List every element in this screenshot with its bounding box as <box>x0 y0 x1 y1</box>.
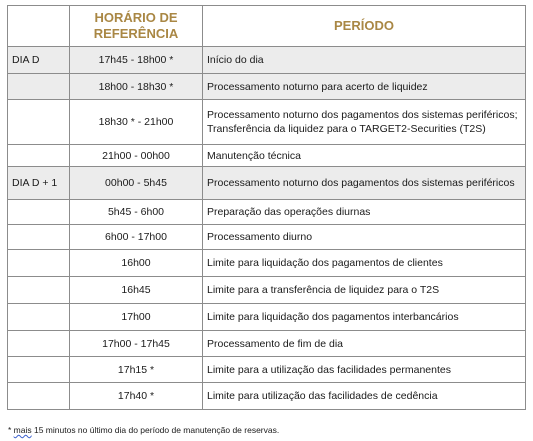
time-cell: 17h15 * <box>70 357 203 383</box>
table-row <box>8 225 526 250</box>
period-cell: Limite para a transferência de liquidez para o T2S <box>203 277 526 304</box>
time-cell: 00h00 - 5h45 <box>70 167 203 200</box>
period-cell: Manutenção técnica <box>203 145 526 167</box>
header-period: PERÍODO <box>203 6 526 47</box>
header-reference-time: HORÁRIO DE REFERÊNCIA <box>70 6 203 47</box>
header-row <box>8 6 526 47</box>
table-row <box>8 357 526 383</box>
day-cell <box>8 277 70 304</box>
period-cell: Processamento diurno <box>203 225 526 250</box>
day-cell: DIA D <box>8 47 70 74</box>
day-cell <box>8 225 70 250</box>
table-row <box>8 250 526 277</box>
period-cell: Limite para liquidação dos pagamentos interbancários <box>203 304 526 331</box>
period-cell: Processamento noturno para acerto de liquidez <box>203 74 526 100</box>
day-cell <box>8 250 70 277</box>
time-cell: 16h00 <box>70 250 203 277</box>
time-cell: 5h45 - 6h00 <box>70 200 203 225</box>
schedule-body <box>8 47 526 410</box>
table-row <box>8 145 526 167</box>
time-cell: 18h30 * - 21h00 <box>70 100 203 145</box>
time-cell: 21h00 - 00h00 <box>70 145 203 167</box>
footnote-text: 15 minutos no último dia do período de manutenção de reservas. <box>31 425 280 435</box>
day-cell <box>8 383 70 410</box>
period-cell: Limite para liquidação dos pagamentos de clientes <box>203 250 526 277</box>
time-cell: 17h40 * <box>70 383 203 410</box>
table-row <box>8 304 526 331</box>
table-row <box>8 200 526 225</box>
time-cell: 17h45 - 18h00 * <box>70 47 203 74</box>
day-cell <box>8 145 70 167</box>
table-row <box>8 383 526 410</box>
day-cell <box>8 74 70 100</box>
period-cell: Processamento noturno dos pagamentos dos sistemas periféricos; Transferência da liquidez para o TARGET2-Securities (T2S) <box>203 100 526 145</box>
time-cell: 17h00 - 17h45 <box>70 331 203 357</box>
period-cell: Limite para a utilização das facilidades permanentes <box>203 357 526 383</box>
table-row <box>8 74 526 100</box>
footnote <box>8 425 279 435</box>
table-row <box>8 47 526 74</box>
table-row <box>8 167 526 200</box>
footnote-prefix: * <box>8 425 14 435</box>
day-cell: DIA D + 1 <box>8 167 70 200</box>
footnote-underlined-word: mais <box>13 425 32 435</box>
day-cell <box>8 200 70 225</box>
period-cell: Preparação das operações diurnas <box>203 200 526 225</box>
period-cell: Limite para utilização das facilidades de cedência <box>203 383 526 410</box>
time-cell: 17h00 <box>70 304 203 331</box>
header-day <box>8 6 70 47</box>
period-cell: Início do dia <box>203 47 526 74</box>
day-cell <box>8 357 70 383</box>
schedule-table <box>7 5 526 410</box>
period-cell: Processamento de fim de dia <box>203 331 526 357</box>
period-cell: Processamento noturno dos pagamentos dos sistemas periféricos <box>203 167 526 200</box>
day-cell <box>8 304 70 331</box>
table-row <box>8 331 526 357</box>
table-row <box>8 100 526 145</box>
day-cell <box>8 331 70 357</box>
time-cell: 6h00 - 17h00 <box>70 225 203 250</box>
time-cell: 18h00 - 18h30 * <box>70 74 203 100</box>
time-cell: 16h45 <box>70 277 203 304</box>
day-cell <box>8 100 70 145</box>
table-row <box>8 277 526 304</box>
